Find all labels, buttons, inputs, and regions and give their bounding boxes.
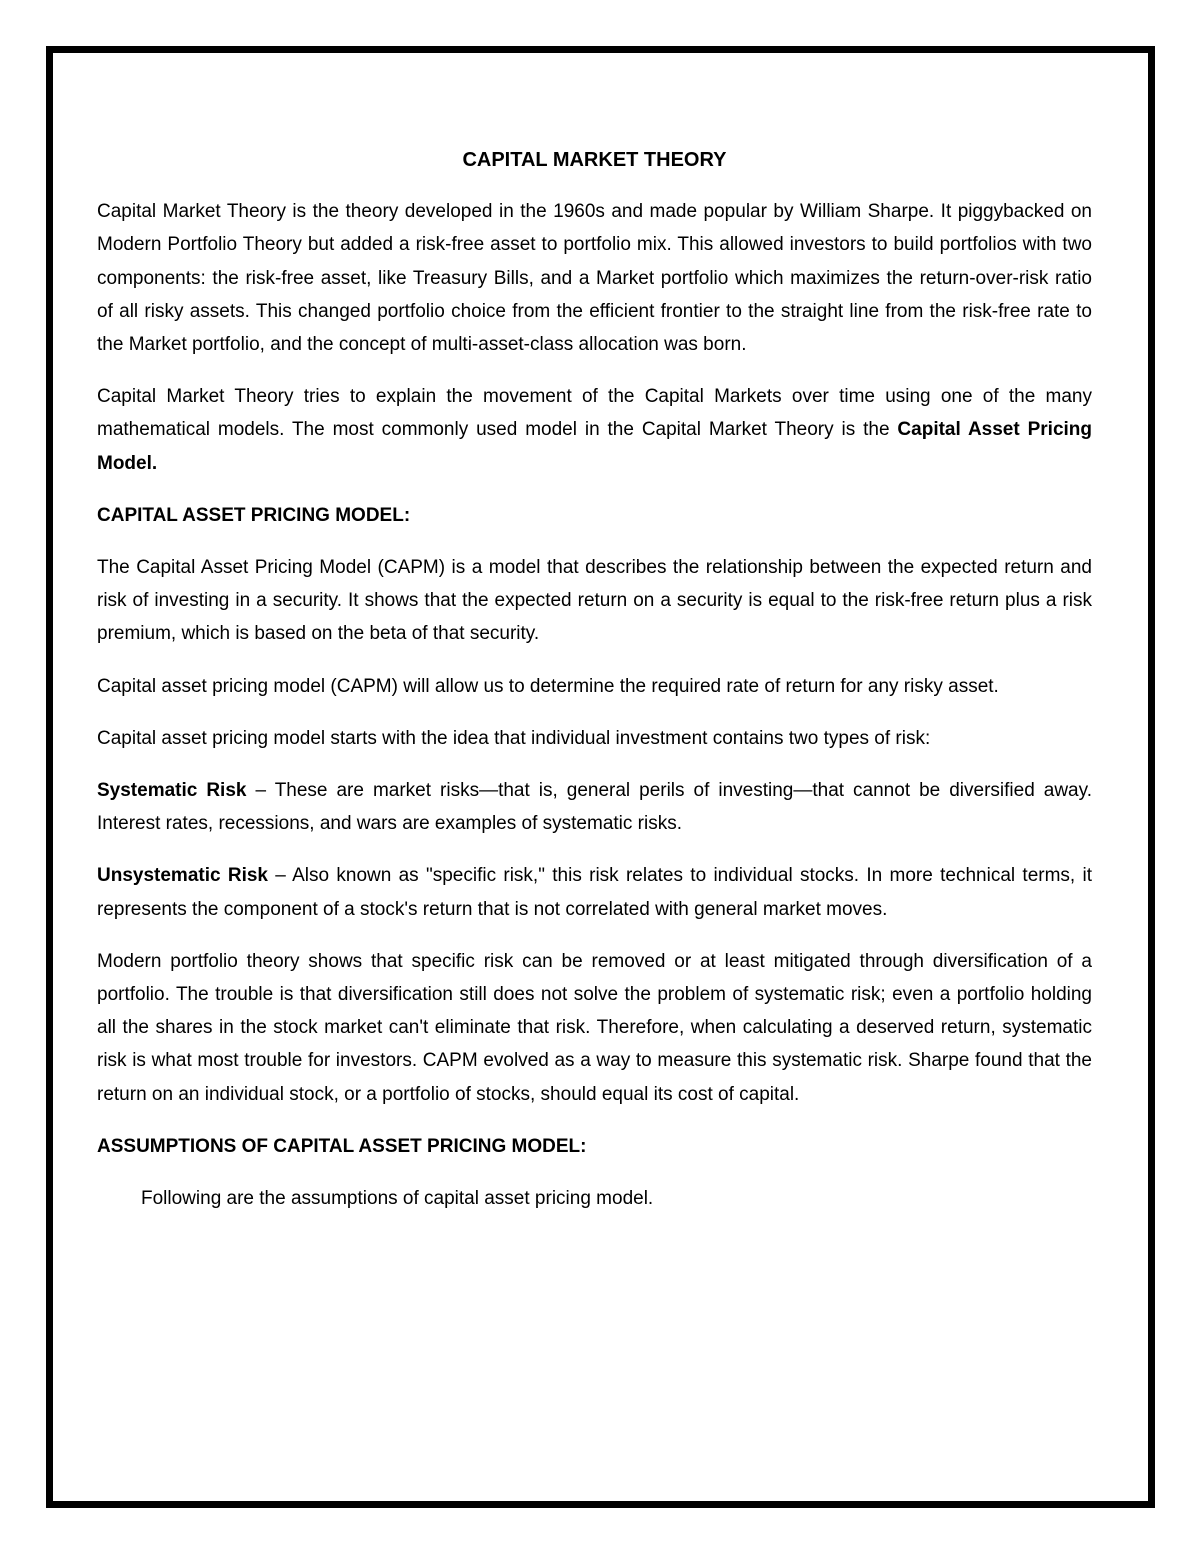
paragraph-text: Capital Market Theory tries to explain the movement of the Capital Markets over time using one of the many mathematical models. The most commonly used model in the Capital Market Theory is the: [97, 386, 1092, 441]
heading-capm: CAPITAL ASSET PRICING MODEL:: [97, 504, 411, 526]
paragraph-two-risks: Capital asset pricing model starts with the idea that individual investment contains two types of risk:: [97, 727, 931, 749]
paragraph-capm-definition: The Capital Asset Pricing Model (CAPM) is a model that describes the relationship between the expected return and risk of investing in a security. It shows that the expected return on a security is equal to the risk-free return plus a risk premium, which is based on the beta of that security.: [97, 557, 1092, 645]
systematic-risk-text: – These are market risks—that is, general perils of investing—that cannot be diversified away. Interest rates, recessions, and wars are examples of systematic risks.: [97, 780, 1092, 835]
heading-assumptions: ASSUMPTIONS OF CAPITAL ASSET PRICING MODEL:: [97, 1135, 587, 1157]
paragraph-unsystematic-risk: [97, 859, 1092, 925]
document-body: [97, 144, 1092, 1234]
unsystematic-risk-label: Unsystematic Risk: [97, 865, 268, 887]
unsystematic-risk-text: – Also known as "specific risk," this risk relates to individual stocks. In more technical terms, it represents the component of a stock's return that is not correlated with general market moves.: [97, 865, 1092, 920]
paragraph-systematic-risk: [97, 774, 1092, 840]
paragraph-assumptions-intro: Following are the assumptions of capital asset pricing model.: [141, 1188, 654, 1210]
paragraph-capm-required-rate: Capital asset pricing model (CAPM) will allow us to determine the required rate of return for any risky asset.: [97, 675, 999, 697]
document-title: CAPITAL MARKET THEORY: [462, 149, 727, 171]
capm-bold-term: Capital Asset Pricing Model.: [97, 419, 1092, 474]
paragraph-capital-market-theory: [97, 380, 1092, 480]
paragraph-intro: Capital Market Theory is the theory developed in the 1960s and made popular by William Sharpe. It piggybacked on Modern Portfolio Theory but added a risk-free asset to portfolio mix. This allowed investors to build portfolios with two components: the risk-free asset, like Treasury Bills, and a Market portfolio which maximizes the return-over-risk ratio of all risky assets. This changed portfolio choice from the efficient frontier to the straight line from the risk-free rate to the Market portfolio, and the concept of multi-asset-class allocation was born.: [97, 201, 1092, 356]
paragraph-modern-portfolio-theory: Modern portfolio theory shows that specific risk can be removed or at least mitigated through diversification of a portfolio. The trouble is that diversification still does not solve the problem of systematic risk; even a portfolio holding all the shares in the stock market can't eliminate that risk. Therefore, when calculating a deserved return, systematic risk is what most trouble for investors. CAPM evolved as a way to measure this systematic risk. Sharpe found that the return on an individual stock, or a portfolio of stocks, should equal its cost of capital.: [97, 950, 1092, 1105]
systematic-risk-label: Systematic Risk: [97, 780, 247, 802]
